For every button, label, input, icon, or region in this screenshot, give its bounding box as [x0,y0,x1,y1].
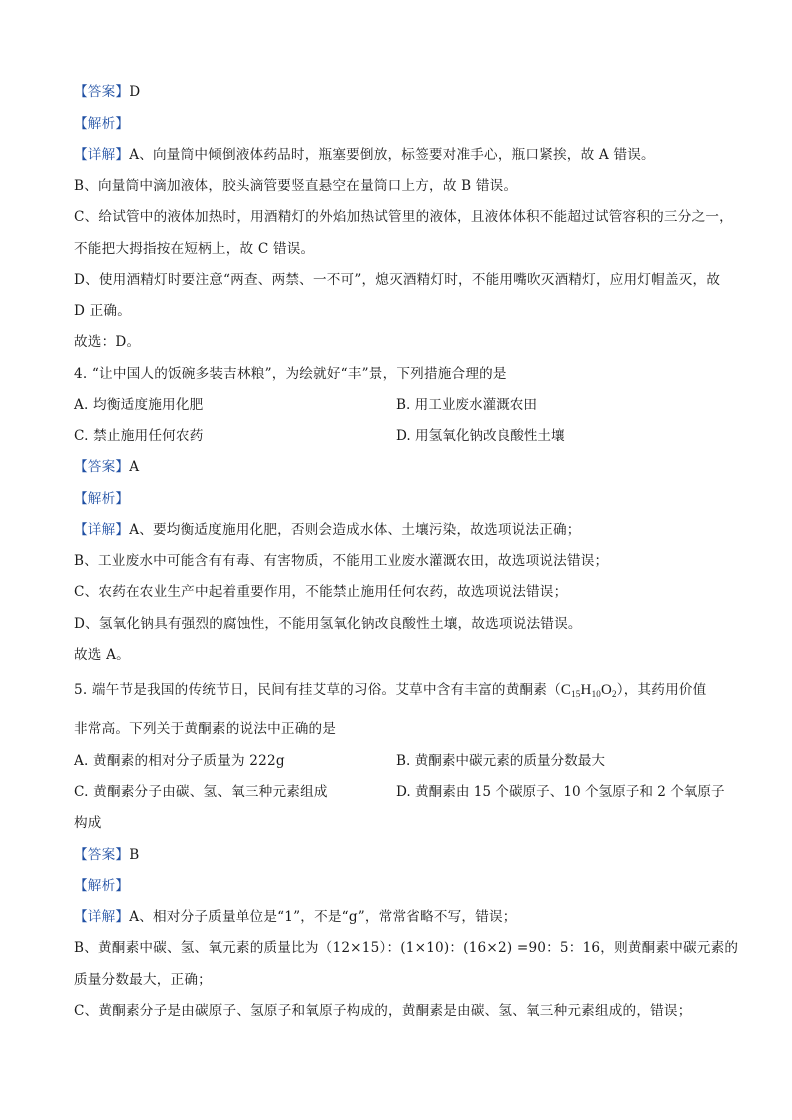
detail-label: 【详解】 [74,909,130,925]
question-stem [74,681,706,703]
detail-text: D、氢氧化钠具有强烈的腐蚀性，不能用氢氧化钠改良酸性土壤，故选项说法错误。 [74,616,582,632]
detail-line [74,146,655,164]
detail-line [74,908,517,926]
detail-text: A、向量筒中倾倒液体药品时，瓶塞要倒放，标签要对准手心，瓶口紧挨，故 A 错误。 [129,147,655,163]
question-stem-cont: 非常高。下列关于黄酮素的说法中正确的是 [74,721,337,737]
option-d: D. 黄酮素由 15 个碳原子、10 个氢原子和 2 个氧原子 [396,784,725,800]
formula-h: H [580,682,592,698]
answer-line [74,83,140,101]
detail-text: C、农药在农业生产中起着重要作用，不能禁止施用任何农药，故选项说法错误； [74,584,568,600]
detail-text: B、工业废水中可能含有有毒、有害物质，不能用工业废水灌溉农田，故选项说法错误； [74,553,609,569]
detail-label: 【详解】 [74,522,130,538]
option-b: B. 用工业废水灌溉农田 [396,397,537,413]
detail-line [74,521,581,539]
analysis-label: 【解析】 [74,491,130,507]
formula-h-sub: 10 [591,689,601,699]
formula-c: C [560,682,572,698]
stem-text: 5. 端午节是我国的传统节日，民间有挂艾草的习俗。艾草中含有丰富的黄酮素（ [74,682,561,698]
answer-value: B [129,847,140,863]
detail-text: D 正确。 [74,303,132,319]
conclusion: 故选：D。 [74,334,141,350]
option-d: D. 用氢氧化钠改良酸性土壤 [396,428,565,444]
detail-text: 不能把大拇指按在短柄上，故 C 错误。 [74,241,315,257]
detail-text: A、要均衡适度施用化肥，否则会造成水体、土壤污染，故选项说法正确； [129,522,581,538]
detail-text: B、向量筒中滴加液体，胶头滴管要竖直悬空在量筒口上方，故 B 错误。 [74,178,518,194]
answer-value: D [129,84,141,100]
answer-value: A [129,459,140,475]
detail-text: C、给试管中的液体加热时，用酒精灯的外焰加热试管里的液体，且液体体积不能超过试管容积的三分之一， [74,209,733,225]
analysis-label: 【解析】 [74,116,130,132]
conclusion: 故选 A。 [74,647,130,663]
formula-o: O [600,682,613,698]
stem-text: ），其药用价值 [616,682,707,698]
formula-c-sub: 15 [571,689,581,699]
detail-text: D、使用酒精灯时要注意“两查、两禁、一不可”，熄灭酒精灯时，不能用嘴吹灭酒精灯，应用灯帽盖灭，故 [74,272,721,288]
answer-line [74,846,139,864]
option-c: C. 黄酮素分子由碳、氢、氧三种元素组成 [74,784,328,800]
option-d-cont: 构成 [74,815,102,831]
answer-label: 【答案】 [74,84,130,100]
option-a: A. 均衡适度施用化肥 [74,397,204,413]
answer-label: 【答案】 [74,847,130,863]
chemical-formula [561,682,617,698]
formula-o-sub: 2 [612,689,617,699]
answer-line [74,458,139,476]
detail-text: A、相对分子质量单位是“1”，不是“g”，常常省略不写，错误； [129,909,517,925]
question-stem: 4. “让中国人的饭碗多装吉林粮”，为绘就好“丰”景，下列措施合理的是 [74,366,507,382]
detail-text: 质量分数最大，正确； [74,972,212,988]
detail-text: B、黄酮素中碳、氢、氧元素的质量比为（12×15）：(1×10)：(16×2) =90：5：16，则黄酮素中碳元素的 [74,940,739,956]
detail-label: 【详解】 [74,147,130,163]
option-b: B. 黄酮素中碳元素的质量分数最大 [396,753,605,769]
detail-text: C、黄酮素分子是由碳原子、氢原子和氧原子构成的，黄酮素是由碳、氢、氧三种元素组成的，错误； [74,1003,692,1019]
answer-label: 【答案】 [74,459,130,475]
option-a: A. 黄酮素的相对分子质量为 222g [74,753,285,769]
analysis-label: 【解析】 [74,878,130,894]
option-c: C. 禁止施用任何农药 [74,428,204,444]
